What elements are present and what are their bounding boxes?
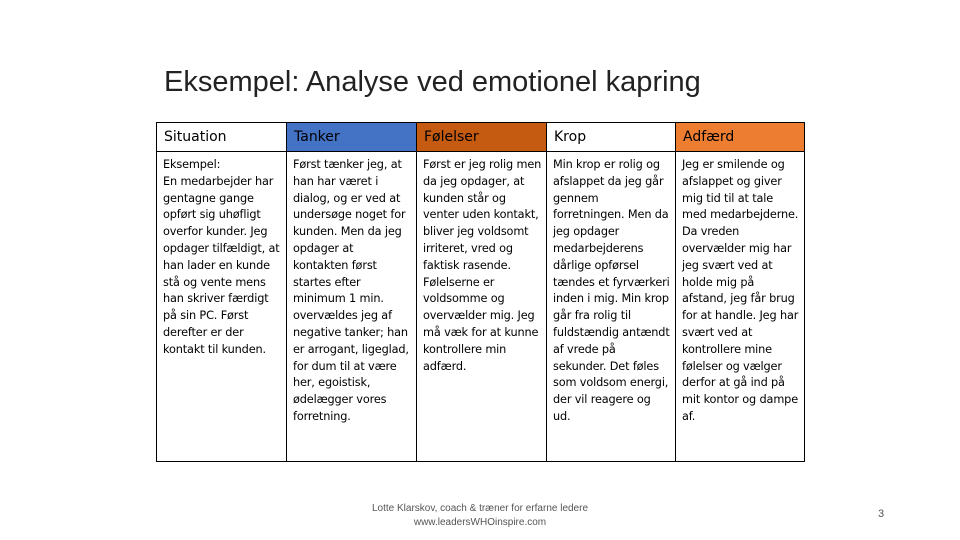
cell-situation-text: En medarbejder har gentagne gange opført sig uhøfligt overfor kunder. Jeg opdager tilfældigt, at han lader en kunde stå og vente mens han skriver færdigt på sin PC. Først derefter er der kontakt til kunden. — [163, 174, 280, 356]
header-situation: Situation — [157, 123, 287, 152]
cell-situation-label: Eksempel: — [163, 158, 221, 171]
cell-tanker: Først tænker jeg, at han har været i dialog, og er ved at undersøge noget for kunden. Men da jeg opdager at kontakten først startes efter minimum 1 min. overvældes jeg af negative tanker; han er arrogant, ligeglad, for dum til at være her, egoistisk, ødelægger vores forretning. — [287, 152, 417, 462]
footer-website: www.leadersWHOinspire.com — [413, 517, 547, 528]
header-folelser: Følelser — [417, 123, 547, 152]
table-row — [157, 152, 805, 462]
header-krop: Krop — [547, 123, 676, 152]
header-tanker: Tanker — [287, 123, 417, 152]
footer — [330, 502, 630, 530]
cell-situation — [157, 152, 287, 462]
cell-krop: Min krop er rolig og afslappet da jeg går gennem forretningen. Men da jeg opdager medarbejderens dårlige opførsel tændes et fyrværkeri inden i mig. Min krop går fra rolig til fuldstændig antændt af vrede på sekunder. Det føles som voldsom energi, der vil reagere og ud. — [547, 152, 676, 462]
header-adfaerd: Adfærd — [676, 123, 805, 152]
cell-adfaerd: Jeg er smilende og afslappet og giver mig tid til at tale med medarbejderne. Da vreden overvælder mig har jeg svært ved at holde mig på afstand, jeg får brug for at handle. Jeg har svært ved at kontrollere mine følelser og vælger derfor at gå ind på mit kontor og dampe af. — [676, 152, 805, 462]
analysis-table — [156, 122, 805, 462]
table-header-row — [157, 123, 805, 152]
footer-author: Lotte Klarskov, coach & træner for erfarne ledere — [371, 503, 589, 514]
page-number: 3 — [878, 508, 885, 520]
slide-title: Eksempel: Analyse ved emotionel kapring — [164, 66, 701, 98]
cell-folelser: Først er jeg rolig men da jeg opdager, at kunden står og venter uden kontakt, bliver jeg voldsomt irriteret, vred og faktisk rasende. Følelserne er voldsomme og overvælder mig. Jeg må væk for at kunne kontrollere min adfærd. — [417, 152, 547, 462]
